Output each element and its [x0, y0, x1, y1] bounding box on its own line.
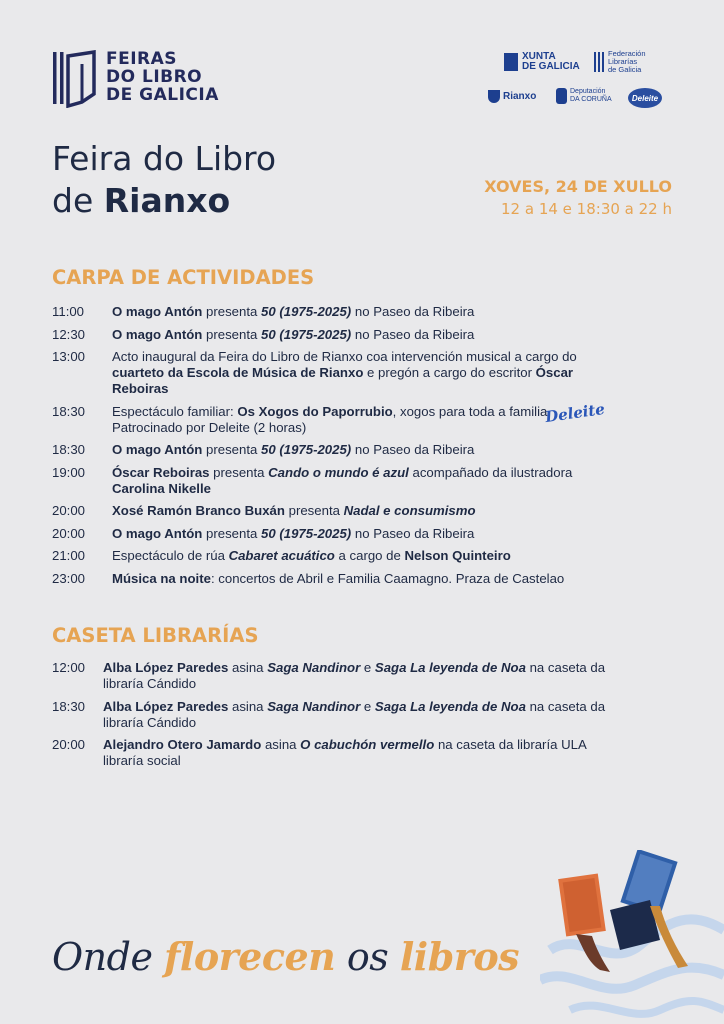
federacion-line-2: Librarías: [608, 57, 638, 66]
xunta-line-2: DE GALICIA: [522, 61, 580, 72]
event-text-part: presenta: [202, 525, 262, 541]
event-description: [112, 304, 622, 320]
event-text-part: Alba López Paredes: [103, 698, 229, 714]
federacion-line-3: de Galicia: [608, 65, 642, 74]
title-line-1: Feira do Libro: [52, 139, 277, 178]
event-row: [52, 660, 622, 692]
event-text-part: O mago Antón: [112, 304, 203, 319]
event-row: [52, 503, 622, 519]
event-text-part: Espectáculo familiar:: [112, 403, 238, 419]
deleite-logo: [628, 88, 662, 108]
event-description: [112, 503, 622, 519]
event-text-part: Alejandro Otero Jamardo: [103, 737, 262, 752]
event-text-part: no Paseo da Ribeira: [351, 326, 475, 342]
event-time: 13:00: [52, 349, 86, 364]
carpa-heading: CARPA DE ACTIVIDADES: [52, 266, 315, 289]
logo-line-2: DO LIBRO: [106, 67, 203, 87]
event-text-part: Os Xogos do Paporrubio: [237, 403, 393, 419]
event-row: [52, 526, 622, 542]
event-text-part: 50 (1975-2025): [261, 326, 352, 342]
event-text-part: e: [360, 660, 375, 675]
event-description: [112, 327, 622, 343]
event-row: [52, 465, 622, 497]
event-day: XOVES, 24 DE XULLO: [484, 177, 672, 196]
event-description: [103, 660, 622, 692]
logo-wordmark: [106, 50, 219, 104]
caseta-heading: CASETA LIBRARÍAS: [52, 624, 259, 647]
rianxo-logo: [488, 90, 536, 103]
event-time: 12:30: [52, 326, 86, 342]
deputacion-line-1: Deputación: [570, 88, 606, 95]
slogan-word-2: florecen: [164, 934, 336, 979]
book-logo-icon: [52, 50, 98, 108]
slogan-word-1: Onde: [52, 935, 165, 979]
xunta-flag-icon: [504, 53, 518, 71]
federacion-logo: [594, 50, 646, 74]
logo-line-3: DE GALICIA: [106, 85, 219, 105]
event-text-part: 50 (1975-2025): [261, 304, 352, 319]
slogan: [52, 934, 519, 979]
title-prefix: de: [52, 181, 104, 220]
event-row: [52, 399, 622, 436]
event-text-part: Nelson Quinteiro: [404, 548, 511, 563]
deputacion-crest-icon: [556, 88, 567, 104]
event-time: 21:00: [52, 548, 86, 563]
event-text-part: no Paseo da Ribeira: [351, 442, 475, 457]
event-text-part: Acto inaugural da Feira do Libro de Rianxo coa intervención musical a cargo do: [112, 349, 577, 364]
event-description: [112, 526, 622, 542]
event-text-part: Saga Nandinor: [267, 698, 361, 714]
rianxo-label: Rianxo: [503, 91, 537, 102]
event-time: 20:00: [52, 503, 86, 518]
deputacion-logo: [556, 88, 612, 104]
event-text-part: Óscar Reboiras: [112, 464, 210, 480]
event-text-part: e pregón a cargo do escritor: [363, 365, 536, 380]
event-time: 23:00: [52, 570, 86, 586]
event-time: 18:30: [52, 403, 86, 419]
event-text-part: e: [360, 698, 375, 714]
event-text-part: presenta: [209, 464, 269, 480]
event-description: [112, 571, 622, 587]
event-time: 11:00: [52, 304, 85, 319]
event-text-part: : concertos de Abril e Familia Caamagno. Praza de Castelao: [210, 570, 565, 586]
event-time: 18:30: [52, 698, 86, 714]
event-text-part: Espectáculo de rúa: [112, 548, 229, 563]
event-text-part: Alba López Paredes: [103, 660, 229, 675]
event-text-part: O mago Antón: [112, 442, 203, 457]
event-text-part: Óscar Reboiras: [112, 365, 574, 396]
event-text-part: Carolina Nikelle: [112, 480, 211, 496]
logo-line-1: FEIRAS: [106, 49, 178, 69]
xunta-line-1: XUNTA: [522, 51, 556, 62]
event-text-part: asina: [228, 660, 268, 675]
deleite-oval: Deleite: [628, 88, 662, 108]
event-text-part: no Paseo da Ribeira: [351, 525, 475, 541]
event-row: [52, 327, 622, 343]
event-text-part: Saga La leyenda de Noa: [374, 660, 526, 675]
event-text-part: no Paseo da Ribeira: [351, 304, 475, 319]
event-description: [112, 442, 622, 458]
event-row: [52, 699, 622, 731]
feiras-logo: [52, 50, 219, 108]
xunta-logo: [504, 52, 580, 72]
event-text-part: a cargo de: [334, 548, 405, 563]
event-row: [52, 304, 622, 320]
event-text-part: na caseta da libraría Cándido: [103, 698, 606, 730]
federacion-bars-icon: [594, 52, 604, 72]
event-time: 12:00: [52, 660, 86, 675]
deputacion-line-2: DA CORUÑA: [570, 96, 612, 103]
event-text-part: asina: [228, 698, 268, 714]
event-text-part: Cabaret acuático: [228, 548, 335, 563]
title-line-2: [52, 180, 276, 222]
caseta-schedule: [52, 660, 622, 776]
page-title: [52, 138, 276, 222]
event-text-part: Cando o mundo é azul: [268, 464, 409, 480]
rianxo-shield-icon: [488, 90, 500, 103]
event-text-part: Xosé Ramón Branco Buxán: [112, 503, 285, 518]
event-text-part: O mago Antón: [112, 326, 203, 342]
slogan-word-3: os: [335, 935, 400, 979]
federacion-line-1: Federación: [608, 49, 646, 58]
event-description: [103, 737, 622, 769]
event-time: 20:00: [52, 737, 86, 752]
event-text-part: na caseta da libraría Cándido: [103, 660, 606, 691]
event-row: [52, 349, 622, 397]
event-row: [52, 548, 622, 564]
event-description: [112, 349, 622, 397]
event-text-part: Nadal e consumismo: [343, 503, 476, 518]
event-row: [52, 737, 622, 769]
event-text-part: acompañado da ilustradora: [408, 464, 573, 480]
event-description: [103, 699, 622, 731]
event-text-part: presenta: [202, 326, 262, 342]
event-text-part: 50 (1975-2025): [261, 525, 352, 541]
event-description: [112, 465, 622, 497]
event-text-part: , xogos para toda a familia. Patrocinado por Deleite (2 horas): [112, 403, 552, 435]
event-row: [52, 442, 622, 458]
event-text-part: na caseta da libraría ULA libraría social: [103, 737, 587, 768]
event-text-part: Saga La leyenda de Noa: [374, 698, 526, 714]
event-time: 18:30: [52, 442, 86, 457]
event-date: [484, 176, 672, 220]
event-hours: 12 a 14 e 18:30 a 22 h: [501, 200, 672, 218]
title-town: Rianxo: [103, 181, 231, 220]
event-row: [52, 571, 622, 587]
event-time: 20:00: [52, 525, 86, 541]
event-description: [112, 548, 622, 564]
event-time: 19:00: [52, 464, 86, 480]
deleite-badge: Deleite: [544, 399, 606, 426]
event-text-part: Saga Nandinor: [267, 660, 361, 675]
event-text-part: presenta: [202, 442, 262, 457]
event-text-part: 50 (1975-2025): [261, 442, 352, 457]
slogan-word-4: libros: [399, 934, 520, 979]
event-text-part: presenta: [202, 304, 262, 319]
event-text-part: presenta: [284, 503, 344, 518]
event-text-part: Música na noite: [112, 570, 211, 586]
event-text-part: asina: [261, 737, 301, 752]
books-hands-illustration: [540, 850, 724, 1024]
event-text-part: O cabuchón vermello: [300, 737, 435, 752]
event-text-part: O mago Antón: [112, 525, 203, 541]
event-text-part: cuarteto da Escola de Música de Rianxo: [112, 365, 364, 380]
sponsor-logos: [504, 50, 674, 114]
carpa-schedule: [52, 304, 622, 593]
